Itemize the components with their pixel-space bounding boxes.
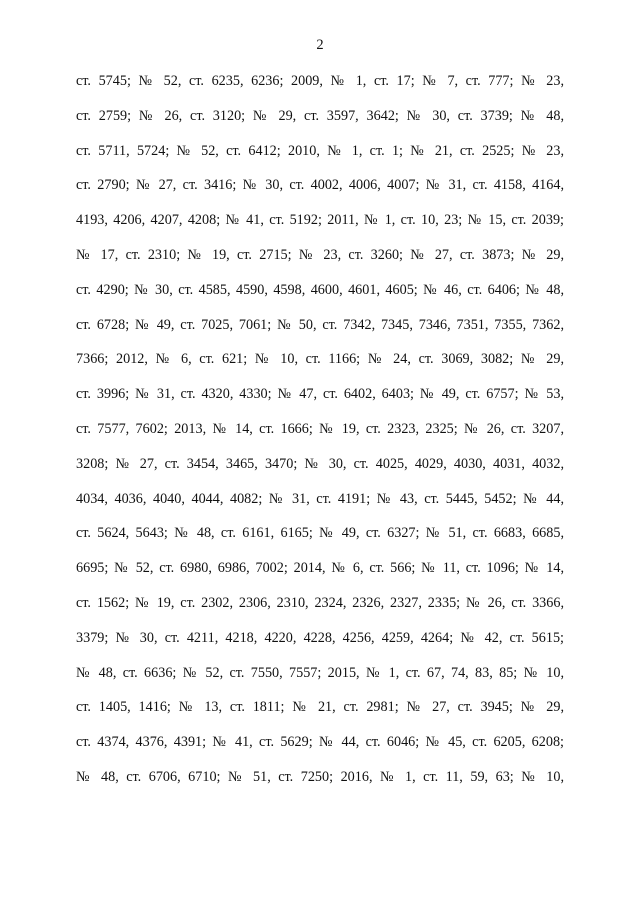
text-line: ст. 4374, 4376, 4391; № 41, ст. 5629; № 44, ст. 6046; № 45, ст. 6205, 6208; (76, 734, 564, 751)
text-line: 6695; № 52, ст. 6980, 6986, 7002; 2014, № 6, ст. 566; № 11, ст. 1096; № 14, (76, 560, 564, 577)
text-line: № 48, ст. 6706, 6710; № 51, ст. 7250; 2016, № 1, ст. 11, 59, 63; № 10, (76, 768, 564, 785)
text-line: ст. 5711, 5724; № 52, ст. 6412; 2010, № 1, ст. 1; № 21, ст. 2525; № 23, (76, 142, 564, 159)
page-number: 2 (316, 37, 324, 53)
text-line: ст. 1405, 1416; № 13, ст. 1811; № 21, ст. 2981; № 27, ст. 3945; № 29, (76, 699, 564, 716)
text-line: ст. 5624, 5643; № 48, ст. 6161, 6165; № 49, ст. 6327; № 51, ст. 6683, 6685, (76, 525, 564, 542)
text-line: 7366; 2012, № 6, ст. 621; № 10, ст. 1166; № 24, ст. 3069, 3082; № 29, (76, 351, 564, 368)
text-line: ст. 4290; № 30, ст. 4585, 4590, 4598, 4600, 4601, 4605; № 46, ст. 6406; № 48, (76, 281, 564, 298)
text-line: ст. 5745; № 52, ст. 6235, 6236; 2009, № 1, ст. 17; № 7, ст. 777; № 23, (76, 73, 564, 89)
text-line: 3379; № 30, ст. 4211, 4218, 4220, 4228, 4256, 4259, 4264; № 42, ст. 5615; (76, 629, 564, 646)
text-line: № 48, ст. 6636; № 52, ст. 7550, 7557; 2015, № 1, ст. 67, 74, 83, 85; № 10, (76, 664, 564, 681)
body-text (76, 64, 564, 795)
text-line: ст. 2790; № 27, ст. 3416; № 30, ст. 4002, 4006, 4007; № 31, ст. 4158, 4164, (76, 177, 564, 194)
text-line: ст. 1562; № 19, ст. 2302, 2306, 2310, 2324, 2326, 2327, 2335; № 26, ст. 3366, (76, 594, 564, 611)
text-line: № 17, ст. 2310; № 19, ст. 2715; № 23, ст. 3260; № 27, ст. 3873; № 29, (76, 246, 564, 263)
text-line: ст. 7577, 7602; 2013, № 14, ст. 1666; № 19, ст. 2323, 2325; № 26, ст. 3207, (76, 420, 564, 437)
text-line: 4193, 4206, 4207, 4208; № 41, ст. 5192; 2011, № 1, ст. 10, 23; № 15, ст. 2039; (76, 212, 564, 229)
text-line: ст. 6728; № 49, ст. 7025, 7061; № 50, ст. 7342, 7345, 7346, 7351, 7355, 7362, (76, 316, 564, 333)
text-line: 4034, 4036, 4040, 4044, 4082; № 31, ст. 4191; № 43, ст. 5445, 5452; № 44, (76, 490, 564, 507)
text-line: ст. 3996; № 31, ст. 4320, 4330; № 47, ст. 6402, 6403; № 49, ст. 6757; № 53, (76, 386, 564, 403)
text-line: ст. 2759; № 26, ст. 3120; № 29, ст. 3597, 3642; № 30, ст. 3739; № 48, (76, 107, 564, 124)
text-line: 3208; № 27, ст. 3454, 3465, 3470; № 30, ст. 4025, 4029, 4030, 4031, 4032, (76, 455, 564, 472)
